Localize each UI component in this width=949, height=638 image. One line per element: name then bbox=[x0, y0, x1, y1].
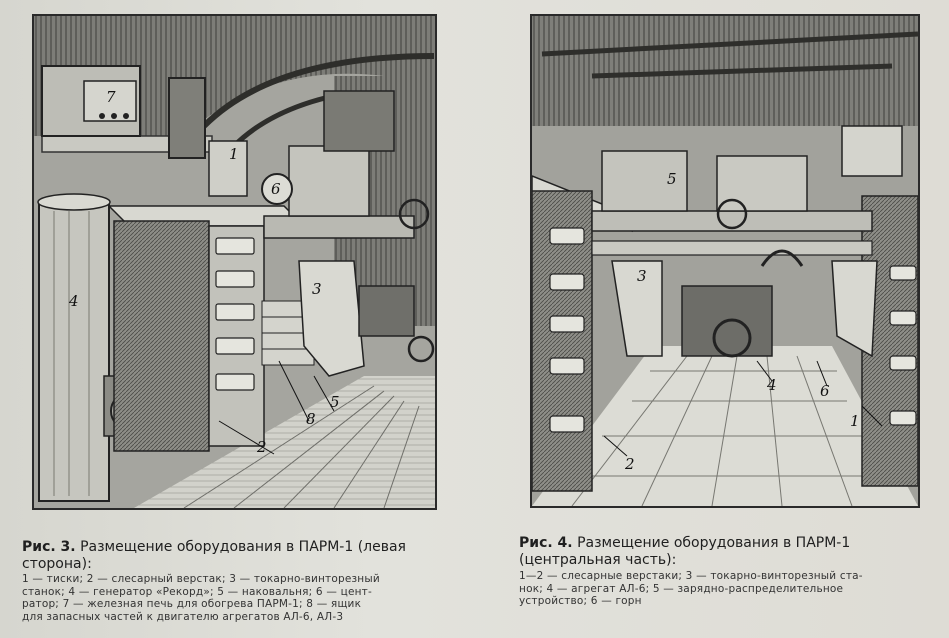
legend-line: станок; 4 — генератор «Рекорд»; 5 — наковальня; 6 — цент- bbox=[22, 585, 372, 598]
callout-6: 6 bbox=[820, 382, 830, 400]
legend-line: ратор; 7 — железная печь для обогрева ПАРМ-1; 8 — ящик bbox=[22, 598, 362, 610]
callout-1: 1 bbox=[850, 412, 860, 430]
callout-1: 1 bbox=[229, 145, 239, 163]
callout-4: 4 bbox=[69, 292, 79, 310]
legend-line: 1 — тиски; 2 — слесарный верстак; 3 — токарно-винторезный bbox=[22, 573, 380, 585]
figure-left-label: Рис. 3. bbox=[22, 539, 76, 555]
legend-line: для запасных частей к двигателю агрегатов АЛ-6, АЛ-3 bbox=[22, 610, 344, 623]
figure-right-label: Рис. 4. bbox=[519, 535, 573, 551]
callout-4: 4 bbox=[767, 376, 777, 394]
callout-2: 2 bbox=[257, 438, 267, 456]
figure-right-caption-title bbox=[519, 535, 929, 569]
figure-left-caption-title bbox=[22, 539, 437, 573]
legend-line: нок; 4 — агрегат АЛ-6; 5 — зарядно-распределительное bbox=[519, 582, 844, 595]
figure-left-title-text: Размещение оборудования в ПАРМ-1 (левая сторона): bbox=[22, 539, 406, 572]
legend-line: 1—2 — слесарные верстаки; 3 — токарно-винторезный ста- bbox=[519, 570, 863, 582]
callout-5: 5 bbox=[330, 393, 340, 411]
figure-right-drawing bbox=[532, 16, 918, 506]
callout-6: 6 bbox=[271, 180, 281, 198]
figure-left-illustration bbox=[32, 14, 437, 510]
figure-right-illustration bbox=[530, 14, 920, 508]
callout-5: 5 bbox=[667, 170, 677, 188]
callout-8: 8 bbox=[306, 410, 316, 428]
callout-3: 3 bbox=[637, 267, 647, 285]
figure-right-legend bbox=[519, 570, 939, 608]
figure-left-legend bbox=[22, 573, 442, 623]
figure-right-title-text: Размещение оборудования в ПАРМ-1 (центральная часть): bbox=[519, 535, 851, 568]
callout-2: 2 bbox=[625, 455, 635, 473]
legend-line: устройство; 6 — горн bbox=[519, 595, 642, 607]
callout-3: 3 bbox=[312, 280, 322, 298]
figure-left-drawing bbox=[34, 16, 435, 508]
callout-7: 7 bbox=[106, 88, 116, 106]
